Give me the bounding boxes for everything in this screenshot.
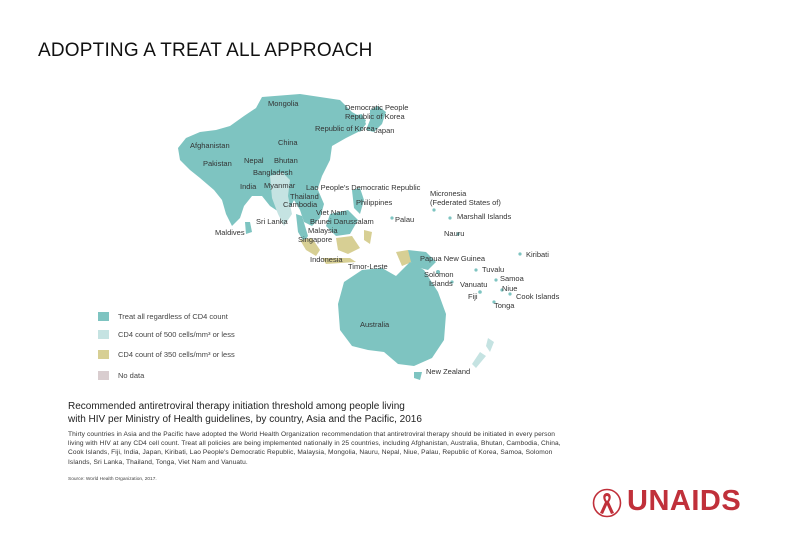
label-kiribati: Kiribati [526, 250, 549, 259]
label-brunei: Brunei Darussalam [310, 217, 374, 226]
label-png: Papua New Guinea [420, 254, 486, 263]
dot-fiji [478, 290, 482, 294]
dot-micronesia [432, 208, 435, 211]
label-afghanistan: Afghanistan [190, 141, 230, 150]
label-solomon-1: Solomon [424, 270, 454, 279]
label-india: India [240, 182, 257, 191]
dot-tuvalu [474, 268, 477, 271]
label-dprk-2: Republic of Korea [345, 112, 405, 121]
region-sri-lanka [245, 222, 252, 234]
label-japan: Japan [374, 126, 395, 135]
legend-swatch-treat-all [98, 312, 109, 321]
dot-palau [390, 216, 393, 219]
label-cook: Cook Islands [516, 292, 560, 301]
label-solomon-2: Islands [429, 279, 453, 288]
label-maldives: Maldives [215, 228, 245, 237]
legend-label-treat-all: Treat all regardless of CD4 count [118, 312, 228, 321]
dot-samoa [494, 278, 497, 281]
legend-swatch-cd4-500 [98, 330, 109, 339]
label-lao: Lao People's Democratic Republic [306, 183, 421, 192]
region-indonesia-sulawesi [364, 230, 372, 244]
label-malaysia: Malaysia [308, 226, 338, 235]
figure-caption [68, 401, 488, 426]
label-tonga: Tonga [494, 301, 515, 310]
label-sri-lanka: Sri Lanka [256, 217, 288, 226]
label-australia: Australia [360, 320, 390, 329]
label-timor: Timor-Leste [348, 262, 388, 271]
legend-swatch-no-data [98, 371, 109, 380]
label-china: China [278, 138, 298, 147]
label-vanuatu: Vanuatu [460, 280, 488, 289]
region-new-zealand [486, 338, 494, 352]
label-marshall: Marshall Islands [457, 212, 512, 221]
legend-swatch-cd4-350 [98, 350, 109, 359]
label-bhutan: Bhutan [274, 156, 298, 165]
label-pakistan: Pakistan [203, 159, 232, 168]
label-micronesia-1: Micronesia [430, 189, 467, 198]
label-dprk-1: Democratic People [345, 103, 409, 112]
label-bangladesh: Bangladesh [253, 168, 293, 177]
slide-title: ADOPTING A TREAT ALL APPROACH [38, 40, 373, 61]
label-niue: Niue [502, 284, 518, 293]
dot-marshall [448, 216, 451, 219]
legend-label-cd4-500: CD4 count of 500 cells/mm³ or less [118, 330, 235, 339]
region-new-zealand-south [472, 352, 486, 368]
label-nauru: Nauru [444, 229, 465, 238]
label-palau: Palau [395, 215, 415, 224]
red-ribbon-icon [592, 488, 622, 518]
source-note: Source: World Health Organization, 2017. [68, 477, 157, 482]
label-mongolia: Mongolia [268, 99, 299, 108]
label-philippines: Philippines [356, 198, 393, 207]
label-tuvalu: Tuvalu [482, 265, 505, 274]
label-rok: Republic of Korea [315, 124, 375, 133]
caption-line-1: Recommended antiretroviral therapy initiation threshold among people living [68, 401, 405, 412]
label-myanmar: Myanmar [264, 181, 296, 190]
label-viet-nam: Viet Nam [316, 208, 347, 217]
label-indonesia: Indonesia [310, 255, 343, 264]
label-micronesia-2: (Federated States of) [430, 198, 501, 207]
dot-kiribati [518, 252, 521, 255]
label-samoa: Samoa [500, 274, 524, 283]
body-text: Thirty countries in Asia and the Pacific have adopted the World Health Organization recommendation that antiretroviral therapy should be initiated in every person living with HIV at any CD4 cell count. Treat all policies are being implemented nationally in 25 countries, including Afghanistan, Australia, Bhutan, Cambodia, China, Cook Islands, Fiji, India, Japan, Kiribati, Lao People's Democratic Republic, Malaysia, Mongolia, Nauru, Nepal, Niue, Palau, Republic of Korea, Samoa, Solomon Islands, Sri Lanka, Thailand, Tonga, Viet Nam and Vanuatu. [68, 431, 561, 466]
label-singapore: Singapore [298, 235, 333, 244]
label-new-zealand: New Zealand [426, 367, 471, 376]
label-cambodia: Cambodia [283, 200, 318, 209]
region-tasmania [414, 372, 422, 380]
logo-wordmark: UNAIDS [627, 485, 742, 517]
label-fiji: Fiji [468, 292, 478, 301]
caption-line-2: with HIV per Ministry of Health guidelines, by country, Asia and the Pacific, 2016 [68, 413, 422, 425]
legend-label-no-data: No data [118, 371, 145, 380]
region-indonesia-borneo [336, 236, 360, 254]
label-thailand: Thailand [290, 192, 319, 201]
label-nepal: Nepal [244, 156, 264, 165]
legend-label-cd4-350: CD4 count of 350 cells/mm³ or less [118, 350, 235, 359]
